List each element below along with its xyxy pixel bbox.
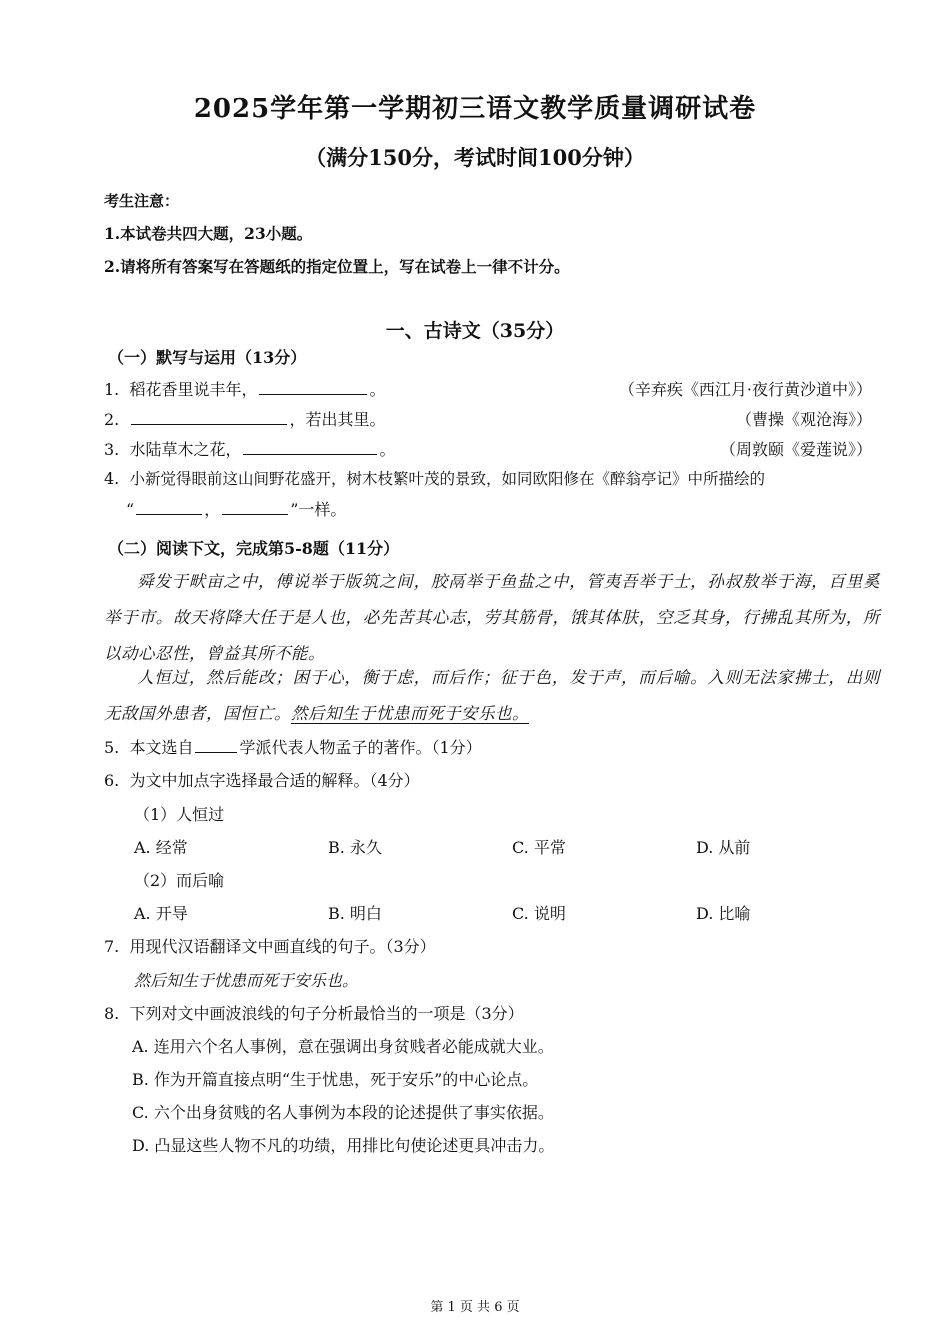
answer-blank[interactable] (195, 736, 237, 753)
notice-item-2: 2.请将所有答案写在答题纸的指定位置上，写在试卷上一律不计分。 (104, 257, 570, 276)
question-4: 4. 小新觉得眼前这山间野花盛开，树木枝繁叶茂的景致，如同欧阳修在《醉翁亭记》中所描绘的 (104, 469, 765, 488)
answer-blank[interactable] (136, 498, 202, 515)
q6-sub1-option-a[interactable]: A. 经常 (134, 838, 188, 857)
question-8: 8. 下列对文中画波浪线的句子分析最恰当的一项是（3分） (104, 1004, 524, 1023)
q7-sentence: 然后知生于忧患而死于安乐也。 (134, 971, 359, 990)
q6-sub1-option-c[interactable]: C. 平常 (512, 838, 566, 857)
question-1: 1. 稻花香里说丰年， 。 (104, 380, 386, 399)
answer-blank[interactable] (243, 438, 377, 455)
q8-option-a[interactable]: A. 连用六个名人事例，意在强调出身贫贱者必能成就大业。 (132, 1037, 554, 1056)
q6-sub2-option-a[interactable]: A. 开导 (134, 904, 188, 923)
q6-sub2-option-d[interactable]: D. 比喻 (696, 904, 751, 923)
exam-subtitle: （满分150分，考试时间100分钟） (305, 145, 645, 170)
answer-blank[interactable] (222, 498, 288, 515)
part2-title: （二）阅读下文，完成第5-8题（11分） (108, 539, 400, 558)
passage-paragraph-1: 舜发于畎亩之中，傅说举于版筑之间，胶鬲举于鱼盐之中，管夷吾举于士，孙叔敖举于海，百里奚举于市。故天将降大任于是人也，必先苦其心志，劳其筋骨，饿其体肤，空乏其身，行拂乱其所为，所以动心忍性，曾益其所不能。 (104, 572, 880, 663)
q2-source: （曹操《观沧海》） (735, 410, 872, 429)
q6-sub1-label: （1）人恒过 (134, 805, 225, 824)
q8-option-b[interactable]: B. 作为开篇直接点明“生于忧患，死于安乐”的中心论点。 (132, 1070, 539, 1089)
part1-title: （一）默写与运用（13分） (108, 348, 307, 367)
notice-item-1: 1.本试卷共四大题，23小题。 (104, 224, 313, 243)
answer-blank[interactable] (259, 378, 367, 395)
q3-source: （周敦颐《爱莲说》） (719, 440, 872, 459)
page-number: 第 1 页 共 6 页 (430, 1300, 520, 1315)
question-6: 6. 为文中加点字选择最合适的解释。（4分） (104, 771, 420, 790)
underlined-sentence: 然后知生于忧患而死于安乐也。 (291, 704, 529, 723)
question-3: 3. 水陆草木之花， 。 (104, 440, 396, 459)
q1-source: （辛弃疾《西江月·夜行黄沙道中》） (618, 380, 872, 399)
answer-blank[interactable] (131, 408, 287, 425)
notice-heading: 考生注意： (104, 192, 180, 210)
q6-sub2-label: （2）而后喻 (134, 871, 225, 890)
q8-option-d[interactable]: D. 凸显这些人物不凡的功绩，用排比句使论述更具冲击力。 (132, 1136, 555, 1155)
section-title: 一、古诗文（35分） (385, 320, 565, 342)
q6-sub2-option-b[interactable]: B. 明白 (328, 904, 382, 923)
exam-title: 2025学年第一学期初三语文教学质量调研试卷 (193, 94, 757, 124)
q6-sub1-option-d[interactable]: D. 从前 (696, 838, 751, 857)
question-4-blanks: “ ， ”一样。 (126, 500, 347, 519)
question-5: 5. 本文选自 学派代表人物孟子的著作。（1分） (104, 738, 482, 757)
passage-paragraph-2: 人恒过，然后能改；困于心，衡于虑，而后作；征于色，发于声，而后喻。入则无法家拂士，出则无敌国外患者，国恒亡。然后知生于忧患而死于安乐也。 (104, 668, 880, 723)
question-7: 7. 用现代汉语翻译文中画直线的句子。（3分） (104, 937, 436, 956)
q6-sub2-option-c[interactable]: C. 说明 (512, 904, 566, 923)
question-2: 2. ，若出其里。 (104, 410, 386, 429)
q6-sub1-option-b[interactable]: B. 永久 (328, 838, 382, 857)
q8-option-c[interactable]: C. 六个出身贫贱的名人事例为本段的论述提供了事实依据。 (132, 1103, 554, 1122)
